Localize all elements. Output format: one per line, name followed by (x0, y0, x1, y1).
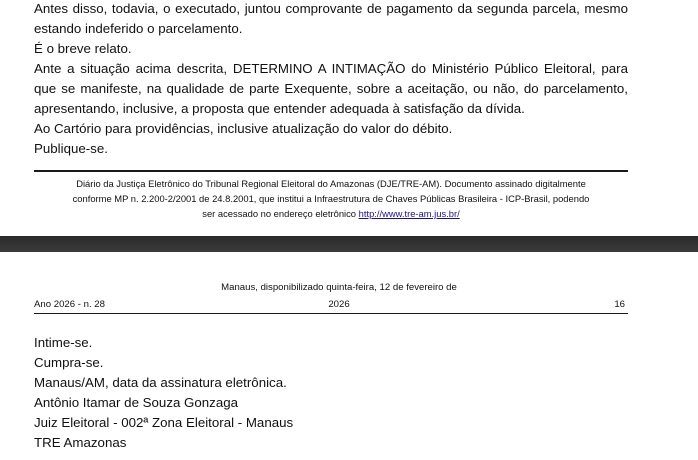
paragraph-line: estando indeferido o parcelamento. (34, 21, 243, 36)
header-edition: Ano 2026 - n. 28 (34, 299, 105, 310)
footer-line: Diário da Justiça Eletrônico do Tribunal Regional Eleitoral do Amazonas (DJE/TRE-AM). Documento assinado digitalmente (76, 178, 586, 189)
footer-divider (34, 170, 628, 172)
signer-name: Antônio Itamar de Souza Gonzaga (34, 395, 239, 410)
signer-court: TRE Amazonas (34, 435, 127, 450)
header-dateline-line: Manaus, disponibilizado quinta-feira, 12 de fevereiro de (221, 282, 457, 293)
tre-am-link[interactable]: http://www.tre-am.jus.br/ (358, 208, 460, 219)
paragraph-line: Cumpra-se. (34, 355, 104, 370)
header-rule (34, 313, 628, 314)
paragraph-line: É o breve relato. (34, 41, 132, 56)
footer-line-prefix: ser acessado no endereço eletrônico (202, 208, 357, 219)
paragraph-line: apresentando, inclusive, a proposta que entender adequada à satisfação da dívida. (34, 101, 525, 116)
header-dateline-year: 2026 (328, 299, 350, 310)
page-separator (0, 236, 698, 252)
signer-role: Juiz Eleitoral - 002ª Zona Eleitoral - Manaus (34, 415, 294, 430)
footer-line: conforme MP n. 2.200-2/2001 de 24.8.2001, que institui a Infraestrutura de Chaves Públicas Brasileira - ICP-Brasil, podendo (72, 193, 590, 204)
paragraph-line: Ao Cartório para providências, inclusive atualização do valor do débito. (34, 121, 453, 136)
paragraph-line: que se manifeste, na qualidade de parte Exequente, sobre a aceitação, ou não, do parcelamento, (34, 81, 628, 96)
header-page-number: 16 (614, 299, 625, 310)
paragraph-line: Antes disso, todavia, o executado, juntou comprovante de pagamento da segunda parcela, mesmo (34, 1, 628, 16)
paragraph-line: Manaus/AM, data da assinatura eletrônica. (34, 375, 287, 390)
paragraph-line: Intime-se. (34, 335, 93, 350)
footer-line (34, 206, 628, 221)
header-dateline (209, 281, 469, 311)
paragraph-line: Publique-se. (34, 141, 108, 156)
footer-notice (34, 176, 628, 221)
paragraph-line: Ante a situação acima descrita, DETERMINO A INTIMAÇÃO do Ministério Público Eleitoral, para (34, 61, 628, 76)
